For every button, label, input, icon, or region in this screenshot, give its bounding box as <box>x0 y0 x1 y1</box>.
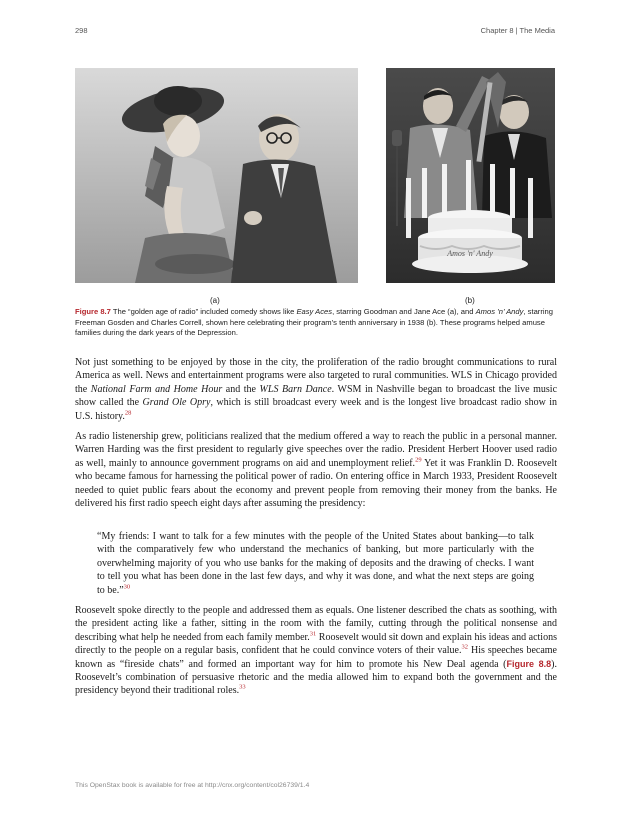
footnote-ref[interactable]: 30 <box>123 583 131 591</box>
subfigure-label-a: (a) <box>210 296 220 305</box>
paragraph-text: , which is still broadcast every week and is the longest live broadcast radio show in U.S. history. <box>75 397 557 422</box>
page-footer: This OpenStax book is available for free at http://cnx.org/content/col26739/1.4 <box>75 782 310 789</box>
caption-text: , starring Goodman and Jane Ace (a), and <box>332 307 476 316</box>
paragraph-fireside-chats <box>75 604 557 698</box>
caption-show-title: Easy Aces <box>296 307 333 316</box>
paragraph-rural-radio <box>75 356 557 423</box>
figure-8-8-link[interactable]: Figure 8.8 <box>506 658 552 669</box>
caption-text: The “golden age of radio” included comedy shows like <box>110 307 297 316</box>
subfigure-label-b: (b) <box>465 296 475 305</box>
quote-text: “My friends: I want to talk for a few minutes with the people of the United States about banking—to talk with the comparatively few who understand the mechanics of banking, but more particularly with the overwhelming majority of you who use banks for the making of deposits and the drawing of checks. I want to tell you what has been done in the last few days, and why it was done, and what the next steps are going to be.” <box>97 531 534 596</box>
program-title: Grand Ole Opry <box>142 397 211 409</box>
photo-amos-n-andy <box>386 68 555 283</box>
photo-easy-aces-illustration <box>75 68 358 283</box>
photo-amos-n-andy-illustration <box>386 68 555 283</box>
caption-text: , starring Freeman Gosden and Charles Correll, shown here celebrating their program’s tenth anniversary in 1938 (b). These programs helped amuse families during the dark years of the Depression. <box>75 307 553 337</box>
footnote-ref[interactable]: 32 <box>461 643 468 651</box>
footnote-ref[interactable]: 33 <box>239 684 246 692</box>
caption-show-title: Amos ’n’ Andy <box>475 307 524 316</box>
paragraph-text: His speeches became known as “fireside chats” and formed an important way for him to promote his New Deal agenda ( <box>75 645 557 670</box>
cake-lettering: Amos 'n' Andy <box>447 249 493 258</box>
page-number: 298 <box>75 26 88 35</box>
paragraph-text: Yet it was Franklin D. Roosevelt who became famous for harnessing the political power of radio. On entering office in March 1933, President Roosevelt needed to quiet public fears about the economy and prevent people from removing their money from the banks. He delivered his first radio speech eight days after assuming the presidency: <box>75 457 557 510</box>
paragraph-text: As radio listenership grew, politicians realized that the medium offered a way to reach the public in a personal manner. Warren Harding was the first president to regularly give speeches over the radio. President Herbert Hoover used radio as well, mainly to announce government programs on aid and unemployment relief. <box>75 431 557 469</box>
footnote-ref[interactable]: 28 <box>124 409 132 417</box>
photo-easy-aces <box>75 68 358 283</box>
paragraph-politicians-radio <box>75 430 557 510</box>
paragraph-text: ). Roosevelt’s combination of persuasive rhetoric and the media allowed him to expand both the government and the presidency beyond their traditional roles. <box>75 658 557 697</box>
paragraph-text: . WSM in Nashville began to broadcast the live music show called the <box>75 383 558 409</box>
footnote-ref[interactable]: 29 <box>415 456 422 464</box>
paragraph-text: Roosevelt spoke directly to the people and addressed them as equals. One listener described the chats as soothing, with the president acting like a father, sitting in the room with the family, cutting through the political nonsense and describing what help he needed from each family member. <box>75 605 557 643</box>
figure-label: Figure 8.7 <box>75 307 111 316</box>
paragraph-text: Not just something to be enjoyed by those in the city, the proliferation of the radio brought communications to rural America as well. News and entertainment programs were also targeted to rural communities. WLS in Chicago provided the <box>75 357 557 395</box>
paragraph-text: Roosevelt would sit down and explain his ideas and actions directly to the people on a regular basis, confident that he could convince voters of their value. <box>75 631 557 657</box>
roosevelt-quote <box>97 530 534 597</box>
program-title: National Farm and Home Hour <box>90 383 223 395</box>
chapter-header: Chapter 8 | The Media <box>480 26 555 35</box>
paragraph-text: and the <box>222 383 260 395</box>
figure-caption <box>75 307 557 339</box>
program-title: WLS Barn Dance <box>259 383 332 395</box>
footnote-ref[interactable]: 31 <box>309 630 317 638</box>
